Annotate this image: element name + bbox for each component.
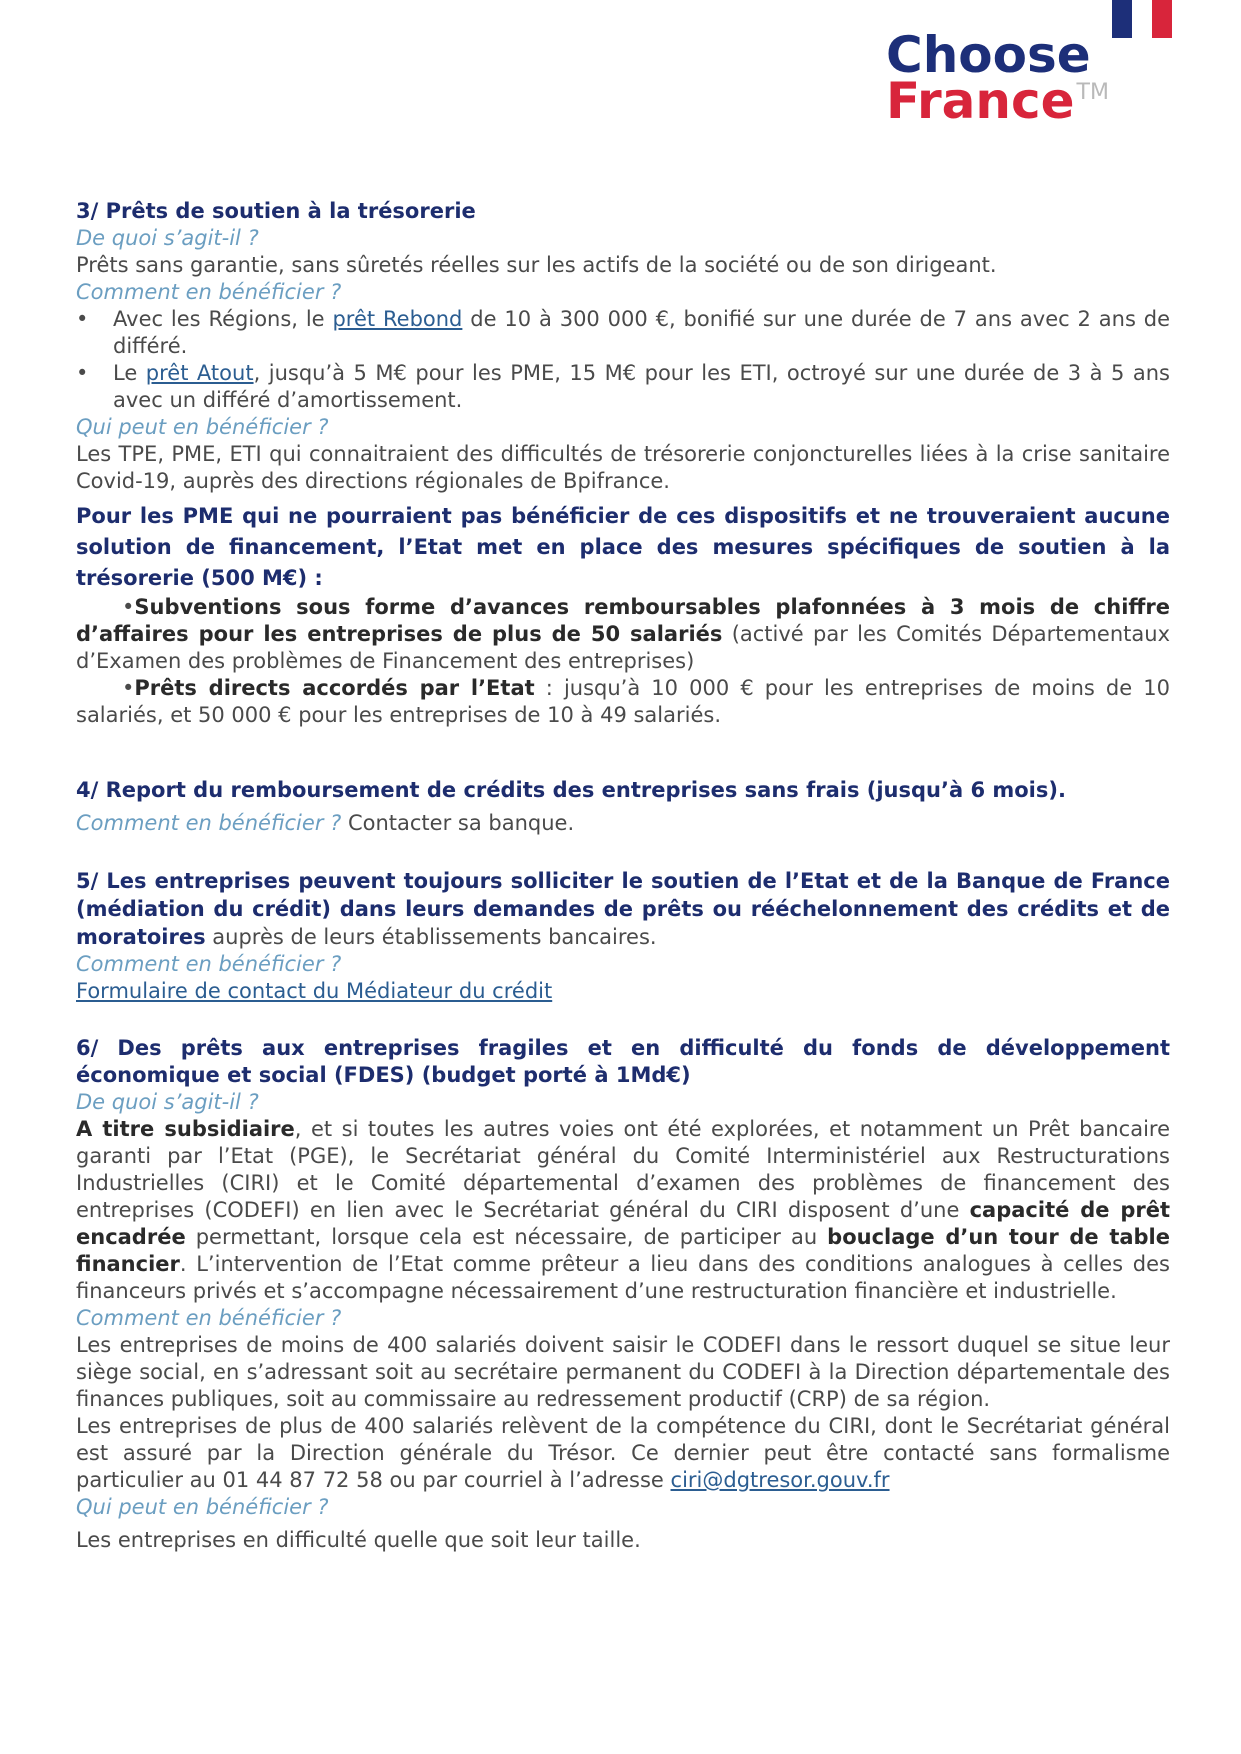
section-6-title: 6/ Des prêts aux entreprises fragiles et en difficulté du fonds de développement économique et social (FDES) (budget porté à 1Md€) bbox=[76, 1036, 1170, 1087]
section-3-bullet-rebond: • Avec les Régions, le prêt Rebond de 10 à 300 000 €, bonifié sur une durée de 7 ans avec 2 ans de différé. bbox=[76, 306, 1170, 360]
section-3-description: Prêts sans garantie, sans sûretés réelles sur les actifs de la société ou de son dirigeant. bbox=[76, 253, 997, 277]
section-3-eligibility: Les TPE, PME, ETI qui connaitraient des difficultés de trésorerie conjoncturelles liées à la crise sanitaire Covid-19, auprès des directions régionales de Bpifrance. bbox=[76, 442, 1170, 493]
section-5-link-line bbox=[76, 978, 1170, 1005]
choose-france-logo bbox=[886, 26, 1109, 130]
section-3-subsidies: •Subventions sous forme d’avances remboursables plafonnées à 3 mois de chiffre d’affaires pour les entreprises de plus de 50 salariés (activé par les Comités Départementaux d’Examen des problèmes de Financement des entreprises) bbox=[76, 595, 1170, 673]
flag-red-stripe bbox=[1152, 0, 1172, 38]
section-6-question-who: Qui peut en bénéficier ? bbox=[76, 1495, 329, 1519]
mediateur-credit-link[interactable]: Formulaire de contact du Médiateur du crédit bbox=[76, 979, 553, 1003]
section-4-title: 4/ Report du remboursement de crédits des entreprises sans frais (jusqu’à 6 mois). bbox=[76, 778, 1066, 802]
section-6-description: A titre subsidiaire, et si toutes les autres voies ont été explorées, et notamment un Prêt bancaire garanti par l’Etat (PGE), le Secrétariat général du Comité Interministériel aux Restructurations Industrielles (CIRI) et le Comité départemental d’examen des problèmes de financement des entreprises (CODEFI) en lien avec le Secrétariat général du CIRI disposent d’une capacité de prêt encadrée permettant, lorsque cela est nécessaire, de participer au bouclage d’un tour de table financier. L’intervention de l’Etat comme prêteur a lieu dans des conditions analogues à celles des financeurs privés et s’accompagne nécessairement d’une restructuration financière et industrielle. bbox=[76, 1117, 1170, 1303]
logo-france: France™ bbox=[886, 72, 1109, 130]
section-3-question-how: Comment en bénéficier ? bbox=[76, 280, 342, 304]
ciri-email-link[interactable]: ciri@dgtresor.gouv.fr bbox=[670, 1468, 890, 1492]
section-3-pme-measures: Pour les PME qui ne pourraient pas bénéficier de ces dispositifs et ne trouveraient aucune solution de financement, l’Etat met en place des mesures spécifiques de soutien à la trésorerie (500 M€) : bbox=[76, 504, 1170, 590]
section-5-title: 5/ Les entreprises peuvent toujours solliciter le soutien de l’Etat et de la Banque de France (médiation du crédit) dans leurs demandes de prêts ou rééchelonnement des crédits et de moratoires auprès de leurs établissements bancaires. bbox=[76, 869, 1170, 949]
section-5-question-how: Comment en bénéficier ? bbox=[76, 952, 342, 976]
section-3-question-who: Qui peut en bénéficier ? bbox=[76, 415, 329, 439]
section-6-eligibility: Les entreprises en difficulté quelle que soit leur taille. bbox=[76, 1528, 641, 1552]
section-3-direct-loans: •Prêts directs accordés par l’Etat : jusqu’à 10 000 € pour les entreprises de moins de 10 salariés, et 50 000 € pour les entreprises de 10 à 49 salariés. bbox=[76, 676, 1170, 727]
french-flag bbox=[1112, 0, 1172, 38]
document-body bbox=[76, 198, 1170, 1554]
section-3-bullet-atout: • Le prêt Atout, jusqu’à 5 M€ pour les PME, 15 M€ pour les ETI, octroyé sur une durée de 3 à 5 ans avec un différé d’amortissement. bbox=[76, 360, 1170, 414]
logo-trademark: TM bbox=[1076, 80, 1109, 105]
section-6-question-how: Comment en bénéficier ? bbox=[76, 1306, 342, 1330]
section-6-ciri-text: Les entreprises de plus de 400 salariés relèvent de la compétence du CIRI, dont le Secrétariat général est assuré par la Direction générale du Trésor. Ce dernier peut être contacté sans formalisme particulier au 01 44 87 72 58 ou par courriel à l’adresse ciri@dgtresor.gouv.fr bbox=[76, 1414, 1170, 1492]
section-6-question-what: De quoi s’agit-il ? bbox=[76, 1090, 259, 1114]
pret-atout-link[interactable]: prêt Atout bbox=[145, 361, 254, 385]
pret-rebond-link[interactable]: prêt Rebond bbox=[332, 307, 463, 331]
section-3-question-what: De quoi s’agit-il ? bbox=[76, 226, 259, 250]
flag-white-stripe bbox=[1132, 0, 1152, 38]
section-6-codefi-text: Les entreprises de moins de 400 salariés doivent saisir le CODEFI dans le ressort duquel se situe leur siège social, en s’adressant soit au secrétaire permanent du CODEFI à la Direction départementale des finances publiques, soit au commissaire au redressement productif (CRP) de sa région. bbox=[76, 1333, 1170, 1411]
flag-blue-stripe bbox=[1112, 0, 1132, 38]
logo-choose: Choose bbox=[886, 26, 1091, 84]
section-4-how: Comment en bénéficier ? Contacter sa banque. bbox=[76, 811, 575, 835]
section-3-title: 3/ Prêts de soutien à la trésorerie bbox=[76, 199, 476, 223]
